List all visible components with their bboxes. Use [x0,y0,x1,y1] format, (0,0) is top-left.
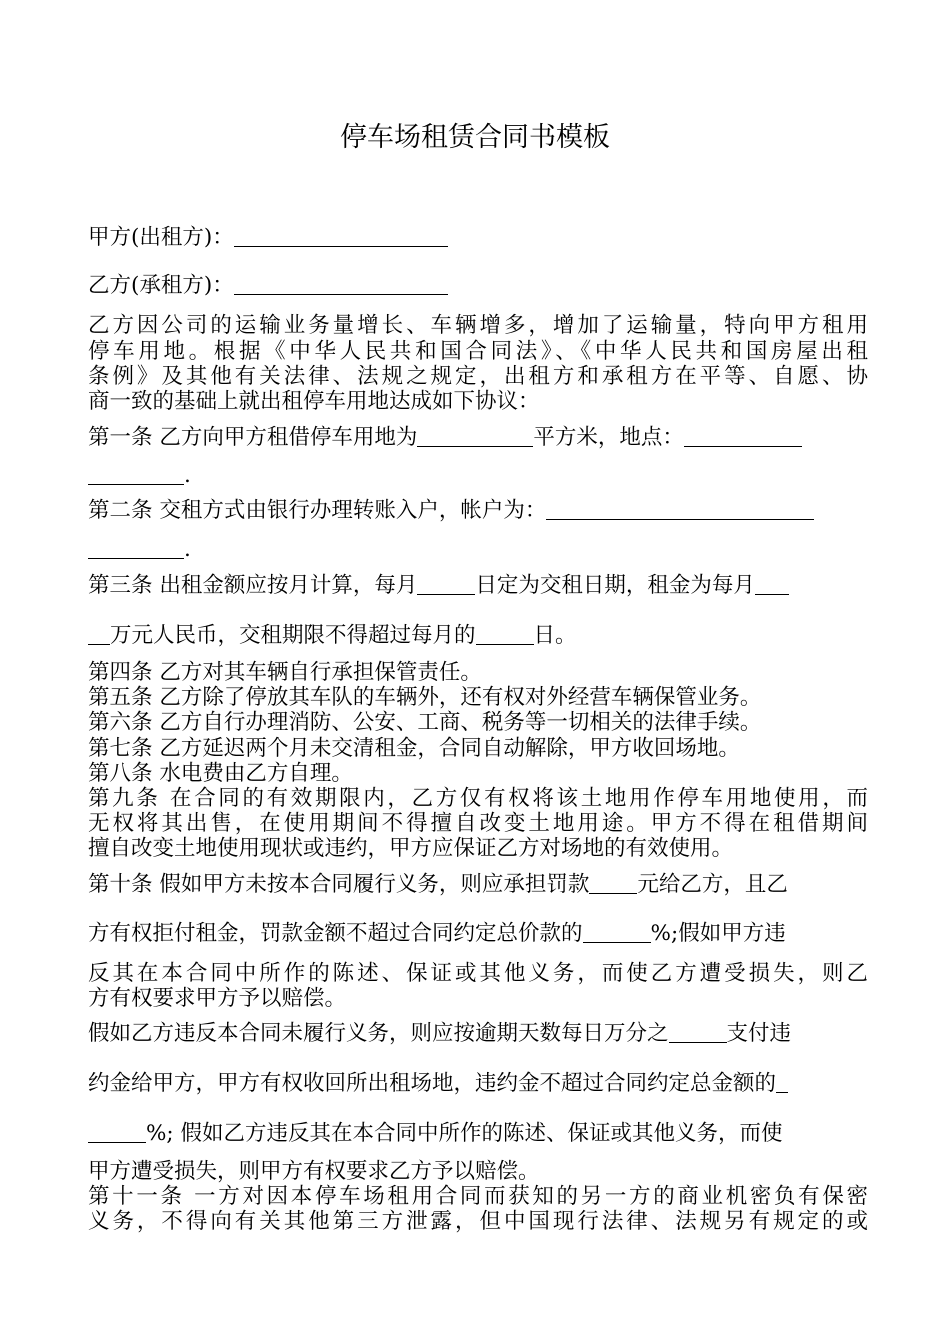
article-3-text-1: 第三条 出租金额应按月计算，每月 [88,573,418,598]
article-10-text-4: %;假如甲方违 [650,921,786,946]
article-1-end: . [184,463,191,488]
article-10-line-3: 反其在本合同中所作的陈述、保证或其他义务，而使乙方遭受损失，则乙 [88,961,868,986]
article-3-text-2: 日定为交租日期，租金为每月 [475,573,755,598]
article-6: 第六条 乙方自行办理消防、公安、工商、税务等一切相关的法律手续。 [88,710,762,735]
party-b-blank[interactable] [234,274,448,295]
party-a-line [88,224,868,252]
breach-b-text-3: 约金给甲方，甲方有权收回所出租场地，违约金不超过合同约定总金额的 [88,1071,777,1096]
area-blank[interactable] [417,426,533,447]
article-10-text-1: 第十条 假如甲方未按本合同履行义务，则应承担罚款 [88,872,590,897]
deadline-day-blank[interactable] [476,624,534,645]
article-2-text: 第二条 交租方式由银行办理转账入户，帐户为： [88,498,547,523]
document-title: 停车场租赁合同书模板 [340,122,610,153]
account-blank[interactable] [546,499,814,520]
daily-rate-blank[interactable] [669,1022,727,1043]
article-1-line-2 [88,462,868,490]
article-4: 第四条 乙方对其车辆自行承担保管责任。 [88,660,482,685]
preamble-line-1: 乙方因公司的运输业务量增长、车辆增多，增加了运输量，特向甲方租用 [88,313,868,338]
article-3-line-1 [88,572,868,600]
party-b-label: 乙方(承租方)： [88,273,234,298]
location-blank[interactable] [684,426,802,447]
article-1-text: 第一条 乙方向甲方租借停车用地为 [88,425,418,450]
article-3-text-3: 万元人民币，交租期限不得超过每月的 [110,623,476,648]
preamble-line-3: 条例》及其他有关法律、法规之规定，出租方和承租方在平等、自愿、协 [88,364,868,389]
article-9-line-3: 擅自改变土地使用现状或违约，甲方应保证乙方对场地的有效使用。 [88,836,734,861]
article-2-end: . [184,537,191,562]
article-11-line-2: 义务，不得向有关其他第三方泄露，但中国现行法律、法规另有规定的或 [88,1209,868,1234]
breach-percent-blank-cont[interactable] [88,1122,146,1143]
article-1-unit: 平方米，地点： [533,425,684,450]
party-b-line [88,272,868,300]
pay-day-blank[interactable] [417,574,475,595]
article-10-line-4: 方有权要求甲方予以赔偿。 [88,986,347,1011]
article-3-line-2 [88,622,868,650]
account-blank-cont[interactable] [88,538,184,559]
party-a-label: 甲方(出租方)： [88,225,234,250]
article-2-line-1 [88,497,868,525]
preamble-line-4: 商一致的基础上就出租停车用地达成如下协议： [88,389,540,414]
article-1-line-1 [88,424,868,452]
breach-b-line-3 [88,1120,868,1148]
breach-percent-blank[interactable] [776,1072,788,1093]
article-7: 第七条 乙方延迟两个月未交清租金，合同自动解除，甲方收回场地。 [88,736,740,761]
article-5: 第五条 乙方除了停放其车队的车辆外，还有权对外经营车辆保管业务。 [88,685,762,710]
location-blank-cont[interactable] [88,464,184,485]
breach-b-line-4: 甲方遭受损失，则甲方有权要求乙方予以赔偿。 [88,1159,540,1184]
article-9-line-2: 无权将其出售，在使用期间不得擅自改变土地用途。甲方不得在租借期间 [88,811,868,836]
article-10-line-1 [88,871,868,899]
party-a-blank[interactable] [234,226,448,247]
article-10-line-2 [88,920,868,948]
article-9-line-1: 第九条 在合同的有效期限内，乙方仅有权将该土地用作停车用地使用，而 [88,786,868,811]
article-2-line-2 [88,536,868,564]
breach-b-text-1: 假如乙方违反本合同未履行义务，则应按逾期天数每日万分之 [88,1021,669,1046]
breach-b-line-1 [88,1020,868,1048]
article-11-line-1: 第十一条 一方对因本停车场租用合同而获知的另一方的商业机密负有保密 [88,1184,868,1209]
penalty-percent-blank[interactable] [583,922,651,943]
rent-amount-blank[interactable] [755,574,789,595]
rent-amount-blank-cont[interactable] [88,624,110,645]
penalty-blank[interactable] [589,873,637,894]
article-10-text-2: 元给乙方，且乙 [637,872,788,897]
article-3-end: 日。 [533,623,577,648]
breach-b-text-4: %; 假如乙方违反其在本合同中所作的陈述、保证或其他义务，而使 [146,1121,783,1146]
preamble-line-2: 停车用地。根据《中华人民共和国合同法》、《中华人民共和国房屋出租 [88,339,868,364]
breach-b-line-2 [88,1070,868,1098]
article-10-text-3: 方有权拒付租金，罚款金额不超过合同约定总价款的 [88,921,583,946]
breach-b-text-2: 支付违 [726,1021,792,1046]
article-8: 第八条 水电费由乙方自理。 [88,761,353,786]
